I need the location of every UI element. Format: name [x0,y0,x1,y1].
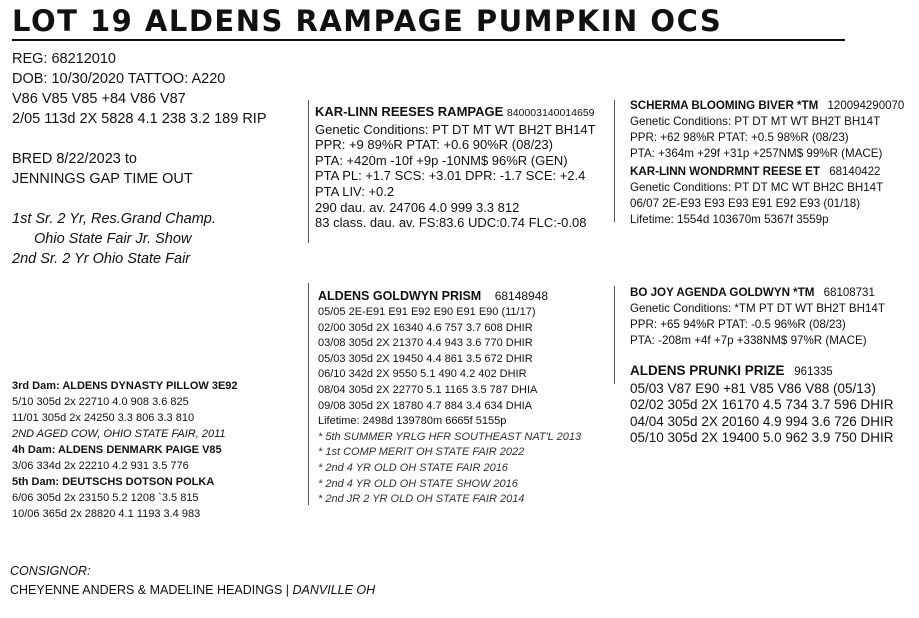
sire-line: 83 class. dau. av. FS:83.6 UDC:0.74 FLC:-0.08 [315,215,587,231]
dam5-line: 10/06 365d 2x 28820 4.1 1193 3.4 983 [12,508,201,520]
dam-sire-line: PTA: -208m +4f +7p +338NM$ 97%R (MACE) [630,334,867,347]
dam-line: 09/08 305d 2X 18780 4.7 884 3.4 634 DHIA [318,399,533,412]
dam-sire-block [630,285,885,349]
dob-tattoo: DOB: 10/30/2020 TATTOO: A220 [12,71,226,87]
sire-line: PPR: +9 89%R PTAT: +0.6 90%R (08/23) [315,137,553,153]
sire-line: Genetic Conditions: PT DT MT WT BH2T BH14T [315,121,596,137]
reg-number: REG: 68212010 [12,51,116,67]
classification: V86 V85 V85 +84 V86 V87 [12,91,186,107]
sire-sire-line: Genetic Conditions: PT DT MT WT BH2T BH14T [630,115,881,128]
dam-dam-name: ALDENS PRUNKI PRIZE [630,363,785,378]
dam5-title: 5th Dam: DEUTSCHS DOTSON POLKA [12,476,215,488]
dam3-honor: 2ND AGED COW, OHIO STATE FAIR, 2011 [12,428,226,440]
sire-dam-block [630,164,883,228]
dam-sire-line: PPR: +65 94%R PTAT: -0.5 96%R (08/23) [630,318,846,331]
dam-sire-name-row [630,285,885,301]
lot-title: LOT 19 ALDENS RAMPAGE PUMPKIN OCS [12,4,723,38]
pedigree-line-sire [308,100,309,243]
sire-dam-name-row [630,164,883,180]
dam-reg: 68148948 [494,289,549,303]
pedigree-line-dam [308,283,309,505]
dam4-title: 4h Dam: ALDENS DENMARK PAIGE V85 [12,444,222,456]
sire-dam-line: Genetic Conditions: PT DT MC WT BH2C BH14T [630,181,884,194]
dam-dam-block [630,363,893,447]
dam-line: 05/05 2E-E91 E91 E92 E90 E91 E90 (11/17) [318,306,536,318]
consignor-name: CHEYENNE ANDERS & MADELINE HEADINGS [10,583,283,597]
sire-dam-line: 06/07 2E-E93 E93 E93 E91 E92 E93 (01/18) [630,197,861,210]
dam3-line: 11/01 305d 2x 24250 3.3 806 3.3 810 [12,412,195,424]
sire-sire-name-row [630,98,904,114]
sire-sire-name: SCHERMA BLOOMING BIVER *TM [630,99,819,112]
sire-line: PTA PL: +1.7 SCS: +3.01 DPR: -1.7 SCE: +2.4 [315,168,586,184]
consignor-row [10,581,375,600]
dam-name: ALDENS GOLDWYN PRISM [318,289,482,303]
dam4-line: 3/06 334d 2x 22210 4.2 931 3.5 776 [12,460,189,472]
sire-line: PTA: +420m -10f +9p -10NM$ 96%R (GEN) [315,152,568,168]
consignor-location: DANVILLE OH [292,583,376,597]
sire-dam-name: KAR-LINN WONDRMNT REESE ET [630,165,821,178]
animal-info [12,49,267,269]
pedigree-line-dam-parents [614,286,615,384]
dam-line: 02/00 305d 2X 16340 4.6 757 3.7 608 DHIR [318,321,533,334]
consignor-label: CONSIGNOR: [10,564,91,578]
consignor-separator: | [285,583,290,597]
sire-sire-line: PPR: +62 98%R PTAT: +0.5 98%R (08/23) [630,131,849,144]
dam-honor: * 2nd 4 YR OLD OH STATE SHOW 2016 [318,477,518,490]
dam-line: 06/10 342d 2X 9550 5.1 490 4.2 402 DHIR [318,368,527,381]
sire-sire-line: PTA: +364m +29f +31p +257NM$ 99%R (MACE) [630,147,883,160]
sire-line: 290 dau. av. 24706 4.0 999 3.3 812 [315,199,520,215]
sire-dam-line: Lifetime: 1554d 103670m 5367f 3559p [630,213,829,226]
dam-name-row [318,288,581,305]
dam-line: 05/03 305d 2X 19450 4.4 861 3.5 672 DHIR [318,352,533,365]
sire-name: KAR-LINN REESES RAMPAGE [315,104,504,119]
dam3-line: 5/10 305d 2x 22710 4.0 908 3.6 825 [12,396,189,408]
honor: Ohio State Fair Jr. Show [34,231,192,247]
dam-line: 08/04 305d 2X 22770 5.1 1165 3.5 787 DHIA [318,383,538,396]
dam-dam-line: 02/02 305d 2X 16170 4.5 734 3.7 596 DHIR [630,397,894,412]
dam3-title: 3rd Dam: ALDENS DYNASTY PILLOW 3E92 [12,380,238,392]
honor: 1st Sr. 2 Yr, Res.Grand Champ. [12,211,216,227]
consignor-block [10,562,375,600]
sire-block [315,104,596,231]
dam-block [318,288,581,508]
sire-dam-reg: 68140422 [829,166,881,178]
sire-reg: 840003140014659 [506,107,595,119]
dam-dam-name-row [630,363,893,381]
title-underline [12,39,845,41]
sire-sire-reg: 120094290070 [827,100,905,112]
production-record: 2/05 113d 2X 5828 4.1 238 3.2 189 RIP [12,111,267,127]
sire-name-row [315,104,596,122]
dam-honor: * 1st COMP MERIT OH STATE FAIR 2022 [318,446,525,459]
dam-dam-reg: 961335 [794,366,833,378]
dam5-line: 6/06 305d 2x 23150 5.2 1208 `3.5 815 [12,492,199,504]
dam-honor: * 2nd JR 2 YR OLD OH STATE FAIR 2014 [318,493,525,506]
bred-sire: JENNINGS GAP TIME OUT [12,171,193,187]
dam-line: 03/08 305d 2X 21370 4.4 943 3.6 770 DHIR [318,337,533,350]
sire-sire-block [630,98,904,162]
dam-dam-line: 04/04 305d 2X 20160 4.9 994 3.6 726 DHIR [630,413,894,429]
dam-sire-name: BO JOY AGENDA GOLDWYN *TM [630,286,815,299]
dam-sire-line: Genetic Conditions: *TM PT DT WT BH2T BH14T [630,302,885,315]
bred-date: BRED 8/22/2023 to [12,151,137,167]
dam-honor: * 2nd 4 YR OLD OH STATE FAIR 2016 [318,461,508,474]
dam-honor: * 5th SUMMER YRLG HFR SOUTHEAST NAT'L 2013 [318,430,582,443]
dam-dam-line: 05/03 V87 E90 +81 V85 V86 V88 (05/13) [630,380,876,396]
sire-line: PTA LIV: +0.2 [315,183,395,199]
dam-sire-reg: 68108731 [823,287,875,299]
dam-dam-line: 05/10 305d 2X 19400 5.0 962 3.9 750 DHIR [630,430,894,445]
lower-dams [12,378,238,522]
honor: 2nd Sr. 2 Yr Ohio State Fair [12,251,191,267]
dam-line: Lifetime: 2498d 139780m 6665f 5155p [318,415,507,428]
pedigree-line-sire-parents [614,100,615,222]
